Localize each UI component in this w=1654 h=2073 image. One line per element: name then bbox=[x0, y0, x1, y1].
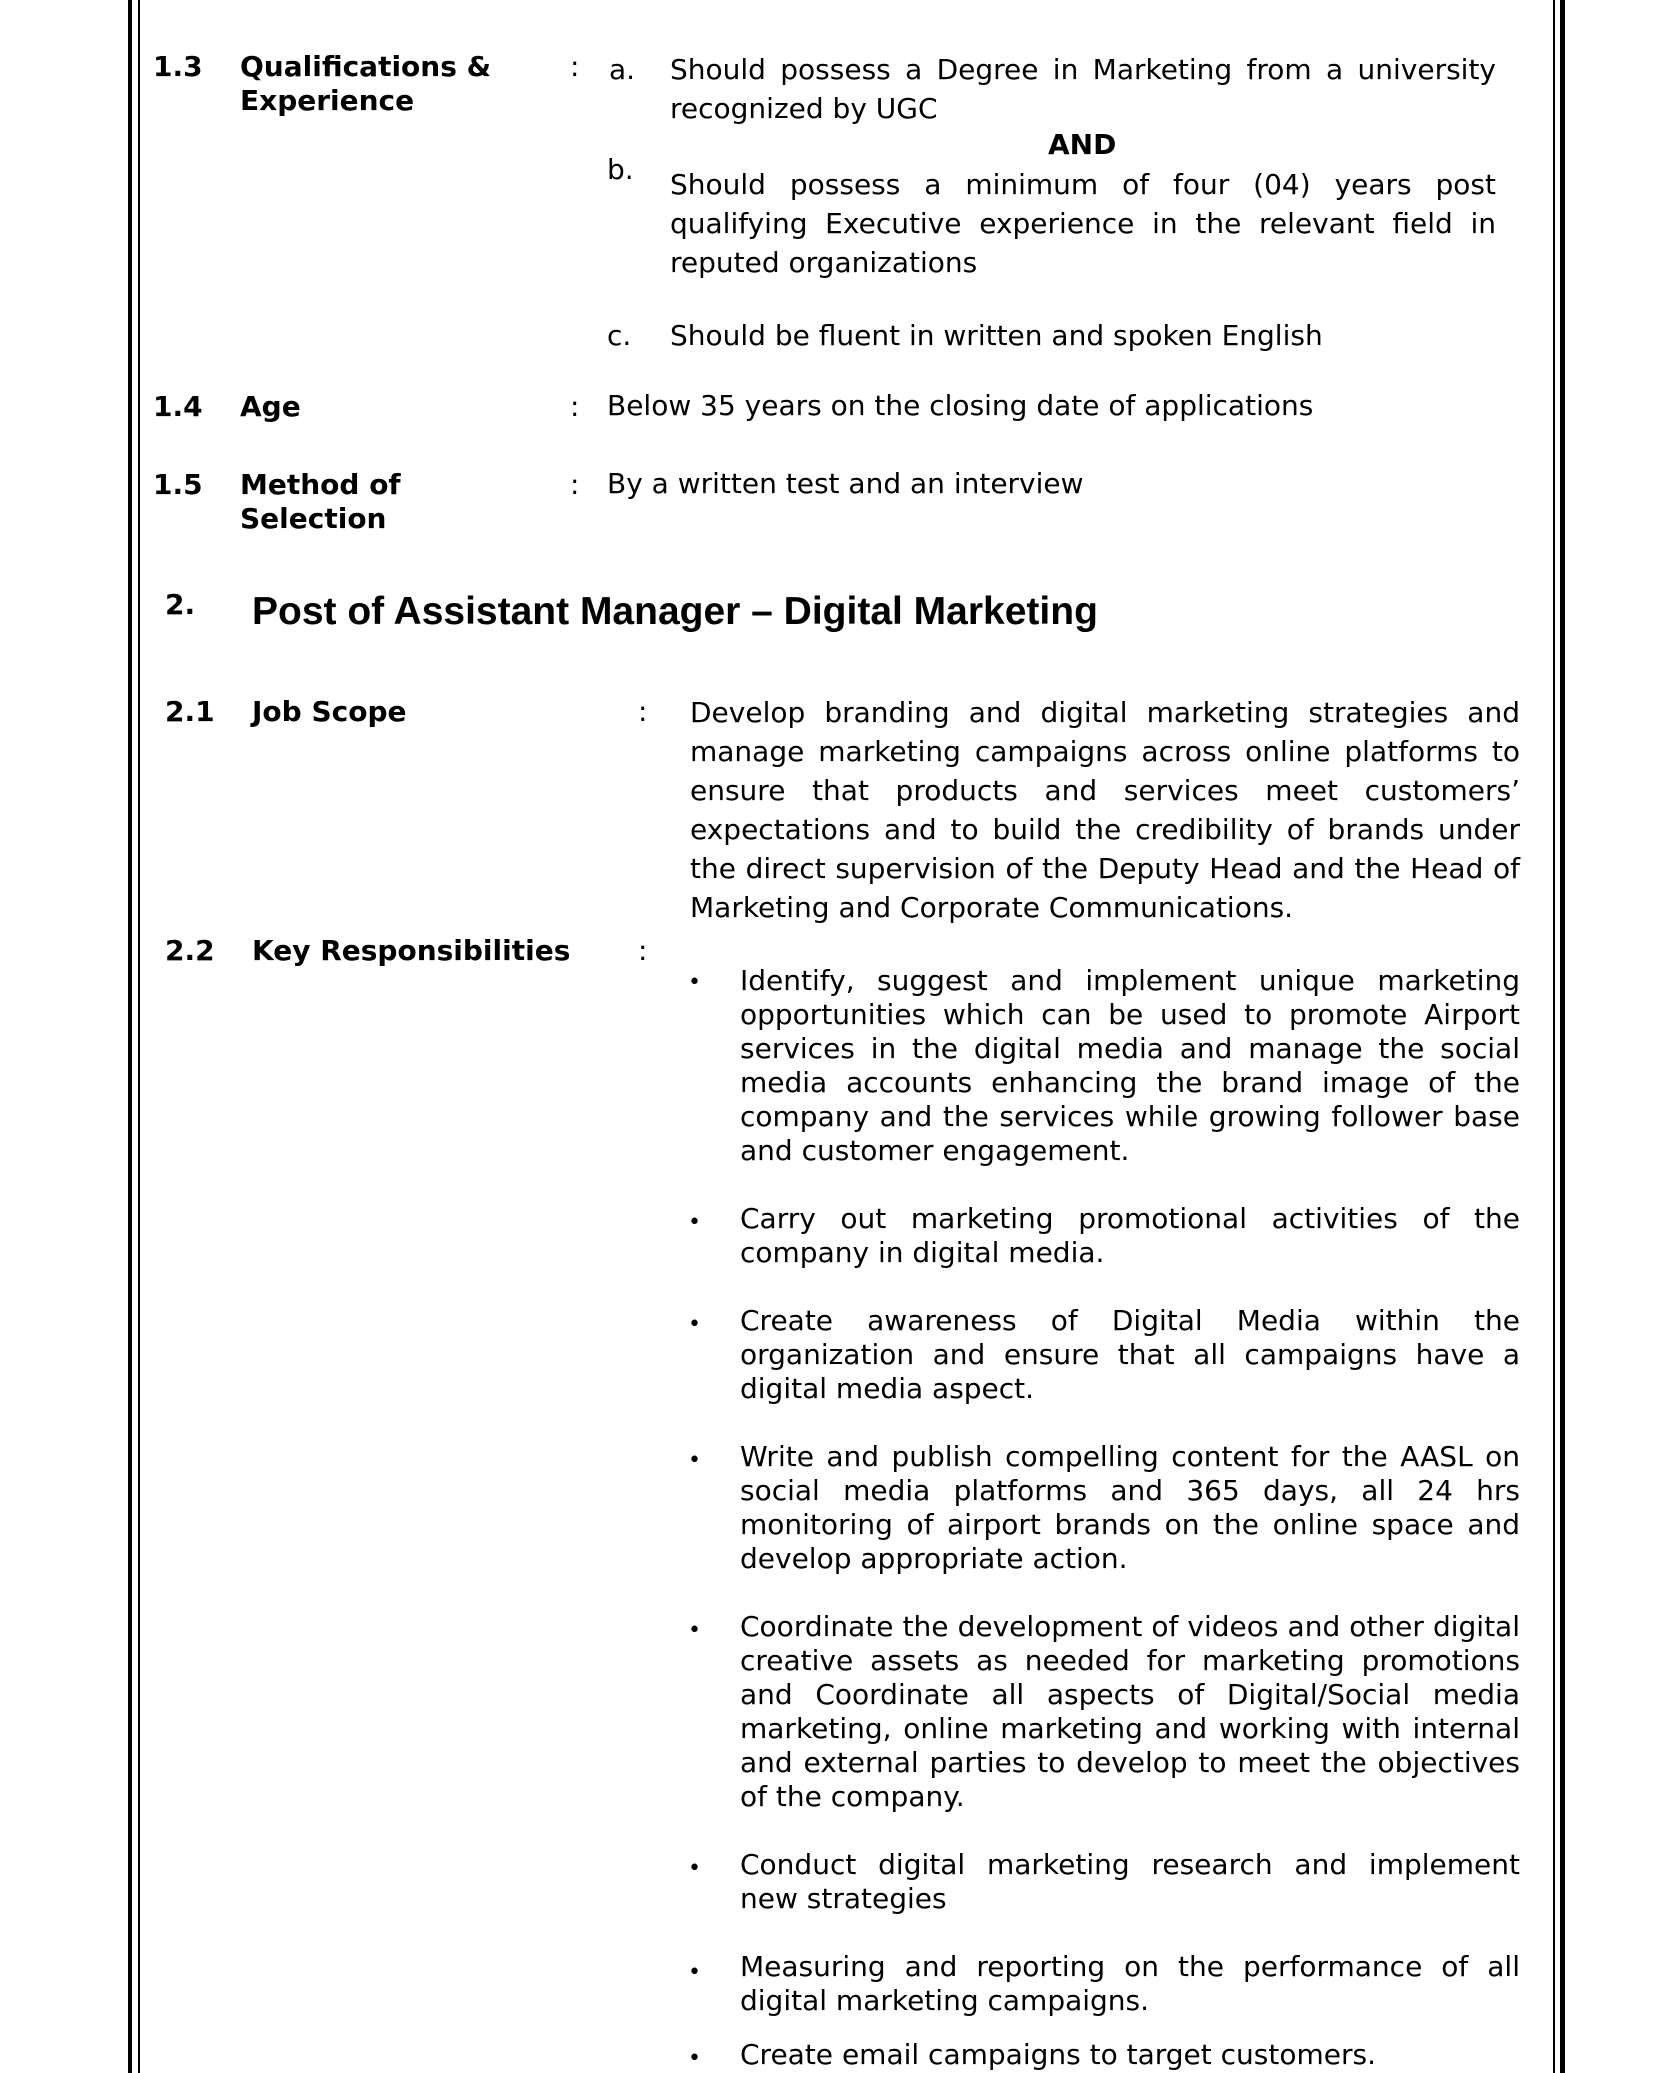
bullet-3-marker: • bbox=[688, 1312, 701, 1337]
section-2-2-label: Key Responsibilities bbox=[252, 934, 571, 967]
section-1-4-colon: : bbox=[570, 390, 580, 423]
bullet-1-text: Identify, suggest and implement unique marketing opportunities which can be used to promote Airport services in the digital media and manage the social media accounts enhancing the brand image of the company and the services while growing follower base and customer engagement. bbox=[740, 964, 1520, 1167]
bullet-6-marker: • bbox=[688, 1856, 701, 1881]
section-2-number: 2. bbox=[165, 588, 196, 621]
right-border-outer bbox=[1560, 0, 1565, 2073]
item-b-marker: b. bbox=[607, 153, 634, 186]
left-border-inner bbox=[138, 0, 140, 2073]
item-b-text: Should possess a minimum of four (04) years post qualifying Executive experience in the relevant field in reputed organizations bbox=[670, 168, 1496, 279]
bullet-4-marker: • bbox=[688, 1448, 701, 1473]
bullet-7-marker: • bbox=[688, 1960, 701, 1985]
right-border-inner bbox=[1553, 0, 1555, 2073]
section-2-2-number: 2.2 bbox=[165, 934, 215, 967]
section-1-5-number: 1.5 bbox=[153, 468, 203, 501]
section-1-3-label: Qualifications & Experience bbox=[240, 50, 492, 117]
section-1-3-colon: : bbox=[570, 50, 580, 83]
bullet-6-text: Conduct digital marketing research and implement new strategies bbox=[740, 1848, 1520, 1915]
bullet-1-marker: • bbox=[688, 970, 701, 995]
bullet-2-marker: • bbox=[688, 1210, 701, 1235]
bullet-2-text: Carry out marketing promotional activities of the company in digital media. bbox=[740, 1202, 1520, 1269]
bullet-5-marker: • bbox=[688, 1618, 701, 1643]
selection-method-value: By a written test and an interview bbox=[607, 467, 1084, 500]
bullet-5-text: Coordinate the development of videos and other digital creative assets as needed for marketing promotions and Coordinate all aspects of Digital/Social media marketing, online marketing and working with internal and external parties to develop to meet the objectives of the company. bbox=[740, 1610, 1520, 1813]
left-border-outer bbox=[128, 0, 132, 2073]
section-1-4-label: Age bbox=[240, 390, 301, 423]
age-value: Below 35 years on the closing date of applications bbox=[607, 389, 1314, 422]
section-1-5-label: Method of Selection bbox=[240, 468, 401, 535]
section-1-5-colon: : bbox=[570, 468, 580, 501]
bullet-4-text: Write and publish compelling content for the AASL on social media platforms and 365 days, all 24 hrs monitoring of airport brands on the online space and develop appropriate action. bbox=[740, 1440, 1520, 1575]
section-2-1-label: Job Scope bbox=[252, 695, 407, 728]
item-a-marker: a. bbox=[609, 53, 636, 86]
item-c-marker: c. bbox=[607, 319, 632, 352]
bullet-7-text: Measuring and reporting on the performance of all digital marketing campaigns. bbox=[740, 1950, 1520, 2017]
bullet-8-text: Create email campaigns to target customers. bbox=[740, 2038, 1376, 2071]
item-a-text: Should possess a Degree in Marketing from a university recognized by UGC bbox=[670, 53, 1496, 125]
job-scope-text: Develop branding and digital marketing strategies and manage marketing campaigns across online platforms to ensure that products and services meet customers’ expectations and to build the credibility of brands under the direct supervision of the Deputy Head and the Head of Marketing and Corporate Communications. bbox=[690, 696, 1520, 924]
section-2-title: Post of Assistant Manager – Digital Marketing bbox=[252, 590, 1098, 633]
section-1-4-number: 1.4 bbox=[153, 390, 203, 423]
section-2-1-number: 2.1 bbox=[165, 695, 215, 728]
section-2-1-colon: : bbox=[638, 695, 648, 728]
section-1-3-number: 1.3 bbox=[153, 50, 203, 83]
and-connector: AND bbox=[1048, 128, 1117, 161]
section-2-2-colon: : bbox=[638, 934, 648, 967]
bullet-3-text: Create awareness of Digital Media within the organization and ensure that all campaigns have a digital media aspect. bbox=[740, 1304, 1520, 1405]
item-c-text: Should be fluent in written and spoken English bbox=[670, 319, 1323, 352]
bullet-8-marker: • bbox=[688, 2046, 701, 2071]
